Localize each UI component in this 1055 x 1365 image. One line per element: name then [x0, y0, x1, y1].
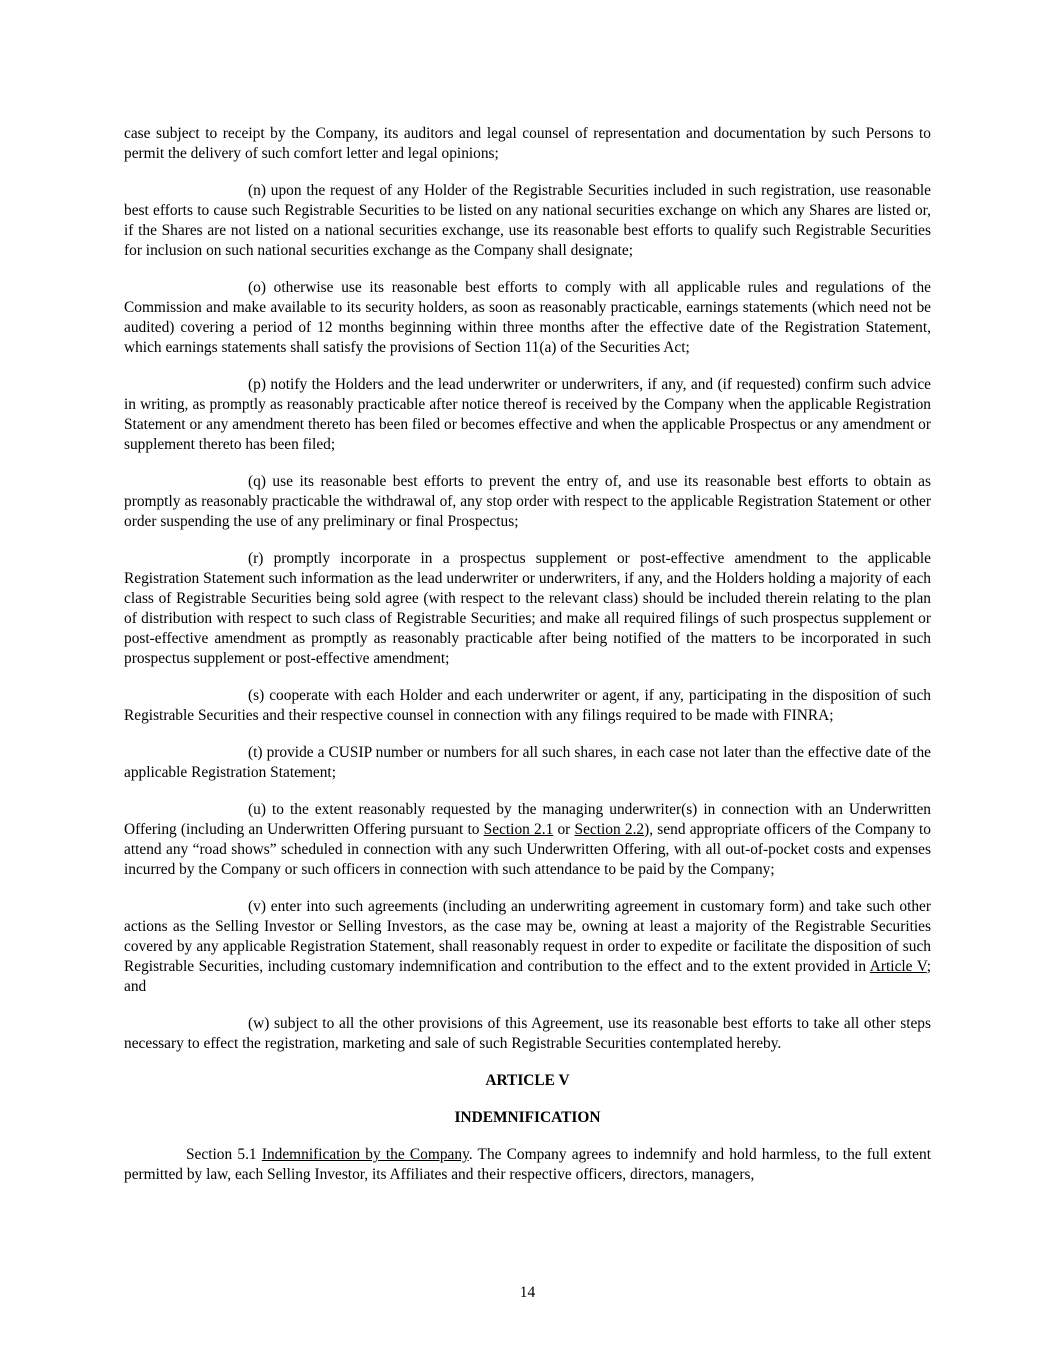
paragraph-continuation: case subject to receipt by the Company, its auditors and legal counsel of representation and documentation by such Persons to permit the delivery of such comfort letter and legal opinions;: [124, 125, 931, 162]
clause-r: (r) promptly incorporate in a prospectus supplement or post-effective amendment to the applicable Registration Statement such information as the lead underwriter or underwriters, if any, and the Holders holding a majority of each class of Registrable Securities being sold agree (with respect to the relevant class) should be included therein relating to the plan of distribution with respect to such class of Registrable Securities; and make all required filings of such prospectus supplement or post-effective amendment as promptly as reasonably practicable after being notified of the matters to be incorporated in such prospectus supplement or post-effective amendment;: [124, 550, 931, 667]
article-v-reference[interactable]: Article V: [869, 958, 927, 975]
clause-v-text-end: ; and: [124, 958, 931, 995]
clause-u-text-mid: or: [553, 821, 575, 838]
document-page: [124, 124, 931, 1202]
clause-w: (w) subject to all the other provisions of this Agreement, use its reasonable best efforts to take all other steps necessary to effect the registration, marketing and sale of such Registrable Securities contemplated hereby.: [124, 1015, 931, 1052]
section-5-1: [124, 1145, 931, 1185]
article-title: INDEMNIFICATION: [454, 1109, 601, 1126]
clause-v-text-start: (v) enter into such agreements (including an underwriting agreement in customary form) and take such other actions as the Selling Investor or Selling Investors, as the case may be, owning at least a majority of the Registrable Securities covered by any applicable Registration Statement, shall reasonably request in order to expedite or facilitate the disposition of such Registrable Securities, including customary indemnification and contribution to the effect and to the extent provided in: [124, 898, 931, 975]
section-number: Section 5.1: [186, 1146, 262, 1163]
section-2-1-reference[interactable]: Section 2.1: [483, 821, 554, 838]
clause-t: (t) provide a CUSIP number or numbers for all such shares, in each case not later than the effective date of the applicable Registration Statement;: [124, 744, 931, 781]
clause-p: (p) notify the Holders and the lead underwriter or underwriters, if any, and (if requested) confirm such advice in writing, as promptly as reasonably practicable after notice thereof is received by the Company when the applicable Registration Statement or any amendment thereto has been filed or becomes effective and when the applicable Prospectus or any amendment or supplement thereto has been filed;: [124, 376, 931, 453]
clause-n: (n) upon the request of any Holder of the Registrable Securities included in such registration, use reasonable best efforts to cause such Registrable Securities to be listed on any national securities exchange on which any Shares are listed or, if the Shares are not listed on a national securities exchange, use its reasonable best efforts to qualify such Registrable Securities for inclusion on such national securities exchange as the Company shall designate;: [124, 182, 931, 259]
clause-v: [124, 897, 931, 997]
clause-u-text-end: ), send appropriate officers of the Company to attend any “road shows” scheduled in connection with any such Underwritten Offering, with all out-of-pocket costs and expenses incurred by the Company or such officers in connection with such attendance to be paid by the Company;: [124, 821, 931, 878]
section-title: Indemnification by the Company: [261, 1146, 469, 1163]
article-heading: ARTICLE V: [485, 1072, 570, 1089]
page-number: 14: [519, 1284, 536, 1301]
clause-u: [124, 800, 931, 880]
clause-o: (o) otherwise use its reasonable best efforts to comply with all applicable rules and regulations of the Commission and make available to its security holders, as soon as reasonably practicable, earnings statements (which need not be audited) covering a period of 12 months beginning within three months after the effective date of the Registration Statement, which earnings statements shall satisfy the provisions of Section 11(a) of the Securities Act;: [124, 279, 931, 356]
clause-s: (s) cooperate with each Holder and each underwriter or agent, if any, participating in the disposition of such Registrable Securities and their respective counsel in connection with any filings required to be made with FINRA;: [124, 687, 931, 724]
clause-u-text-start: (u) to the extent reasonably requested by the managing underwriter(s) in connection with an Underwritten Offering (including an Underwritten Offering pursuant to: [124, 801, 931, 838]
section-2-2-reference[interactable]: Section 2.2: [574, 821, 645, 838]
clause-q: (q) use its reasonable best efforts to prevent the entry of, and use its reasonable best efforts to obtain as promptly as reasonably practicable the withdrawal of, any stop order with respect to the applicable Registration Statement or other order suspending the use of any preliminary or final Prospectus;: [124, 473, 931, 530]
section-text: . The Company agrees to indemnify and hold harmless, to the full extent permitted by law, each Selling Investor, its Affiliates and their respective officers, directors, managers,: [124, 1146, 931, 1183]
